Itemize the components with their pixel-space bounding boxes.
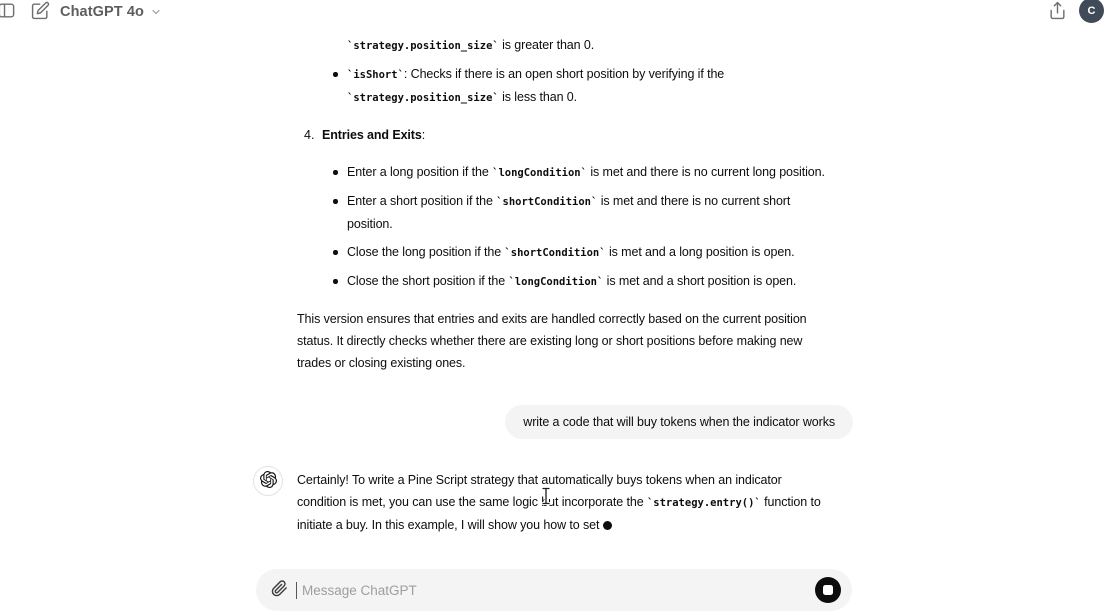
sidebar-toggle-icon bbox=[0, 1, 16, 23]
user-message-row bbox=[297, 405, 853, 439]
bullet-item bbox=[297, 241, 853, 264]
top-bar bbox=[0, 0, 1106, 30]
composer-bar bbox=[256, 569, 852, 611]
bullet-item bbox=[297, 161, 853, 184]
assistant-paragraph: This version ensures that entries and exits are handled correctly based on the current position status. It directly checks whether there are existing long or short positions before making new trades or closing existing ones. bbox=[297, 312, 807, 370]
model-selector[interactable] bbox=[60, 1, 162, 23]
share-button[interactable] bbox=[1046, 1, 1068, 23]
bullet-text: Enter a long position if the `longCondition` is met and there is no current long position. bbox=[347, 165, 825, 179]
share-icon bbox=[1048, 1, 1067, 23]
attach-button[interactable] bbox=[269, 580, 289, 600]
numbered-item bbox=[297, 124, 853, 146]
bullet-text: `isShort`: Checks if there is an open short position by verifying if the `strategy.position_size` is less than 0. bbox=[347, 67, 725, 104]
bullet-dot bbox=[333, 72, 338, 77]
list-item-continuation: `strategy.position_size` is greater than 0. bbox=[347, 38, 595, 52]
stop-icon bbox=[823, 585, 833, 595]
assistant-message-row bbox=[297, 466, 853, 536]
bullet-text: Close the long position if the `shortCondition` is met and a long position is open. bbox=[347, 245, 795, 259]
bullet-item bbox=[297, 190, 853, 235]
bullet-dot bbox=[333, 199, 338, 204]
new-chat-button[interactable] bbox=[29, 1, 51, 23]
openai-logo-icon bbox=[260, 471, 277, 491]
sidebar-toggle-button[interactable] bbox=[0, 1, 17, 23]
bullet-dot bbox=[333, 170, 338, 175]
conversation bbox=[297, 34, 853, 536]
user-message-bubble: write a code that will buy tokens when the indicator works bbox=[505, 405, 853, 439]
streaming-indicator bbox=[603, 521, 612, 530]
model-name: ChatGPT 4o bbox=[60, 4, 144, 20]
list-number: 4. bbox=[304, 128, 315, 142]
input-caret bbox=[296, 582, 297, 599]
chevron-down-icon bbox=[150, 6, 162, 18]
new-chat-icon bbox=[31, 1, 50, 23]
user-avatar[interactable] bbox=[1079, 0, 1104, 23]
numbered-item-text: Entries and Exits: bbox=[322, 128, 426, 142]
assistant-reply-text: Certainly! To write a Pine Script strategy that automatically buys tokens when an indicator condition is met, you can use the same logic but incorporate the `strategy.entry()` function to initiate a buy. In this example, I will show you how to set bbox=[297, 473, 821, 532]
bullet-item bbox=[297, 63, 853, 109]
assistant-avatar bbox=[253, 466, 283, 496]
message-input[interactable] bbox=[300, 582, 815, 599]
bullet-dot bbox=[333, 250, 338, 255]
stop-generating-button[interactable] bbox=[815, 577, 841, 603]
bullet-dot bbox=[333, 279, 338, 284]
paperclip-icon bbox=[271, 580, 288, 600]
avatar-initial: C bbox=[1087, 4, 1096, 17]
bullet-text: Close the short position if the `longCondition` is met and a short position is open. bbox=[347, 274, 797, 288]
bullet-text: Enter a short position if the `shortCondition` is met and there is no current short position. bbox=[347, 194, 791, 231]
bullet-item bbox=[297, 270, 853, 293]
